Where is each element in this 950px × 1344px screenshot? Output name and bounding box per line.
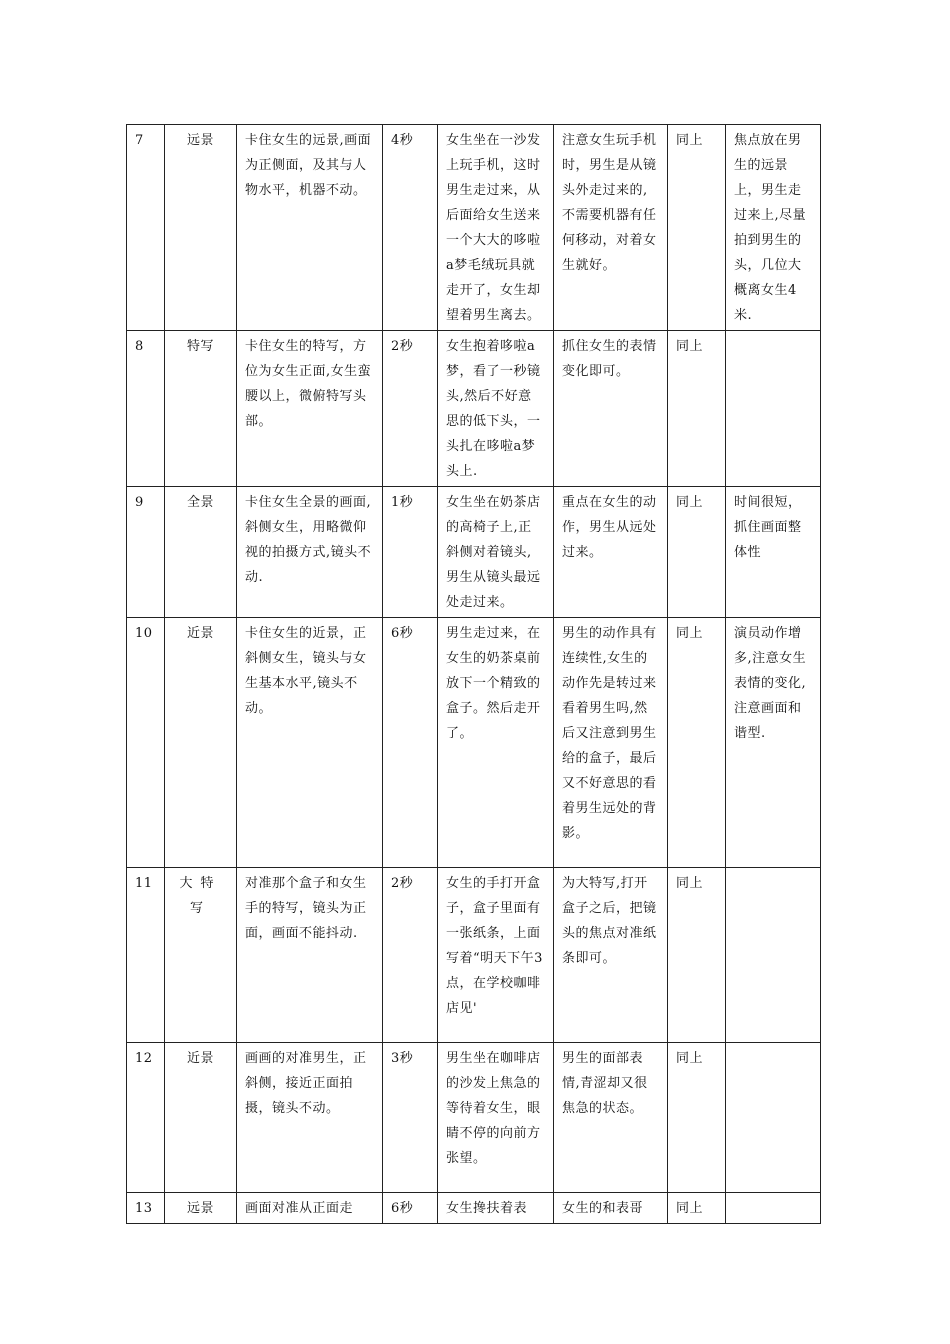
shot-content: 女生坐在一沙发上玩手机，这时男生走过来，从后面给女生送来一个大大的哆啦a梦毛绒玩具就走开了，女生却望着男生离去。	[438, 125, 554, 331]
remark	[726, 1043, 821, 1193]
shooting-focus: 抓住女生的表情变化即可。	[554, 331, 668, 487]
shot-size: 近景	[165, 618, 237, 868]
table-row	[127, 618, 821, 868]
duration: 2秒	[383, 868, 438, 1043]
shot-number: 11	[127, 868, 165, 1043]
shot-content: 女生抱着哆啦a梦，看了一秒镜头,然后不好意思的低下头，一头扎在哆啦a梦头上.	[438, 331, 554, 487]
shot-number: 7	[127, 125, 165, 331]
duration: 6秒	[383, 1193, 438, 1224]
shot-size: 远景	[165, 125, 237, 331]
duration: 2秒	[383, 331, 438, 487]
shooting-focus: 男生的面部表情,青涩却又很焦急的状态。	[554, 1043, 668, 1193]
same-as-above: 同上	[668, 1043, 726, 1193]
shot-script-table	[126, 124, 821, 1224]
shot-content: 女生的手打开盒子，盒子里面有一张纸条，上面写着“明天下午3点，在学校咖啡店见'	[438, 868, 554, 1043]
shot-size: 全景	[165, 487, 237, 618]
shooting-focus: 男生的动作具有连续性,女生的动作先是转过来看着男生吗,然后又注意到男生给的盒子，最后又不好意思的看着男生远处的背影。	[554, 618, 668, 868]
table-row	[127, 331, 821, 487]
duration: 6秒	[383, 618, 438, 868]
camera-description: 画面对准从正面走	[237, 1193, 383, 1224]
shot-size: 远景	[165, 1193, 237, 1224]
shot-number: 12	[127, 1043, 165, 1193]
shot-number: 10	[127, 618, 165, 868]
shot-size: 特写	[165, 331, 237, 487]
camera-description: 卡住女生全景的画面,斜侧女生，用略微仰视的拍摄方式,镜头不动.	[237, 487, 383, 618]
table-row	[127, 125, 821, 331]
same-as-above: 同上	[668, 125, 726, 331]
duration: 3秒	[383, 1043, 438, 1193]
same-as-above: 同上	[668, 1193, 726, 1224]
remark: 焦点放在男生的远景上，男生走过来上,尽量拍到男生的头，几位大概离女生4米.	[726, 125, 821, 331]
shot-content: 男生走过来，在女生的奶茶桌前放下一个精致的盒子。然后走开了。	[438, 618, 554, 868]
shot-content: 女生坐在奶茶店的高椅子上,正斜侧对着镜头,男生从镜头最远处走过来。	[438, 487, 554, 618]
same-as-above: 同上	[668, 618, 726, 868]
shot-number: 9	[127, 487, 165, 618]
remark: 演员动作增多,注意女生表情的变化,注意画面和谐型.	[726, 618, 821, 868]
shooting-focus: 重点在女生的动作，男生从远处过来。	[554, 487, 668, 618]
duration: 1秒	[383, 487, 438, 618]
duration: 4秒	[383, 125, 438, 331]
remark	[726, 868, 821, 1043]
shooting-focus: 女生的和表哥	[554, 1193, 668, 1224]
shot-number: 8	[127, 331, 165, 487]
shooting-focus: 为大特写,打开盒子之后，把镜头的焦点对准纸条即可。	[554, 868, 668, 1043]
same-as-above: 同上	[668, 487, 726, 618]
table-row	[127, 487, 821, 618]
camera-description: 画画的对准男生，正斜侧，接近正面拍摄，镜头不动。	[237, 1043, 383, 1193]
table-row	[127, 1193, 821, 1224]
camera-description: 卡住女生的远景,画面为正侧面，及其与人物水平，机器不动。	[237, 125, 383, 331]
shot-size: 大特写	[165, 868, 237, 1043]
camera-description: 卡住女生的特写，方位为女生正面,女生蛮腰以上，微俯特写头部。	[237, 331, 383, 487]
same-as-above: 同上	[668, 331, 726, 487]
same-as-above: 同上	[668, 868, 726, 1043]
table-row	[127, 1043, 821, 1193]
remark: 时间很短，抓住画面整体性	[726, 487, 821, 618]
shooting-focus: 注意女生玩手机时，男生是从镜头外走过来的,不需要机器有任何移动，对着女生就好。	[554, 125, 668, 331]
shot-content: 女生搀扶着表	[438, 1193, 554, 1224]
shot-number: 13	[127, 1193, 165, 1224]
table-row	[127, 868, 821, 1043]
camera-description: 卡住女生的近景，正斜侧女生，镜头与女生基本水平,镜头不动。	[237, 618, 383, 868]
camera-description: 对准那个盒子和女生手的特写，镜头为正面，画面不能抖动.	[237, 868, 383, 1043]
remark	[726, 331, 821, 487]
shot-size: 近景	[165, 1043, 237, 1193]
shot-content: 男生坐在咖啡店的沙发上焦急的等待着女生，眼睛不停的向前方张望。	[438, 1043, 554, 1193]
remark	[726, 1193, 821, 1224]
